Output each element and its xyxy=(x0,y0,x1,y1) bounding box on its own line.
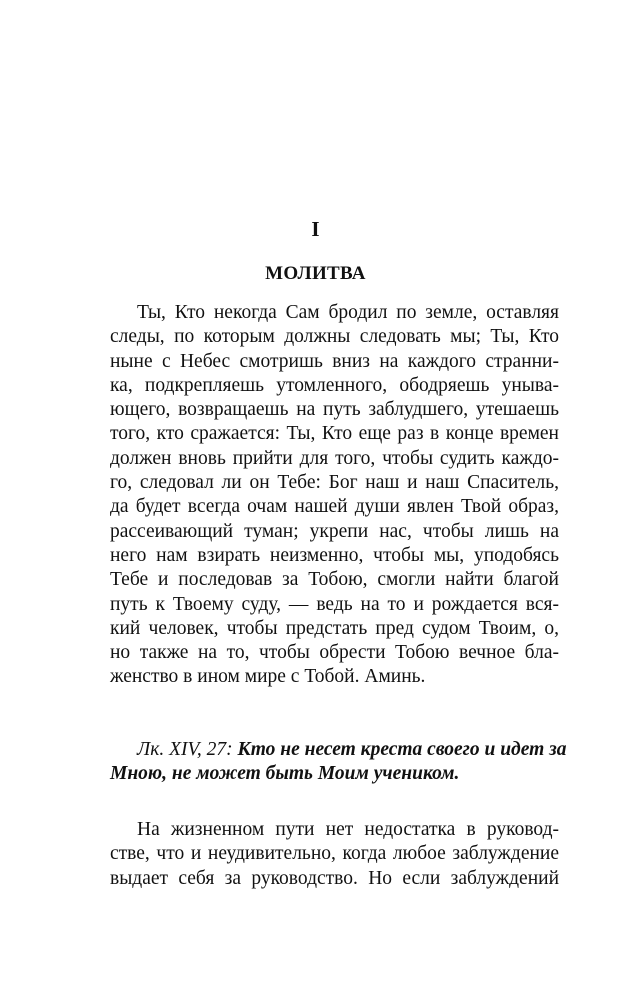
prayer-paragraph xyxy=(110,301,559,690)
epigraph-quote-part-2: Мною, не может быть Моим учеником. xyxy=(110,763,460,785)
epigraph-line-1 xyxy=(110,738,567,762)
prayer-line: Ты, Кто некогда Сам бродил по земле, оставляя xyxy=(137,302,559,323)
prayer-line: путь к Твоему суду, — ведь на то и рождается вся- xyxy=(110,593,559,615)
prayer-line: ющего, возвращаешь на путь заблудшего, утешаешь xyxy=(110,399,559,421)
prayer-line: да будет всегда очам нашей души явлен Твой образ, xyxy=(110,496,559,518)
body-line: На жизненном пути нет недостатка в руковод- xyxy=(137,819,559,840)
chapter-number: I xyxy=(311,217,320,241)
epigraph xyxy=(110,738,567,787)
epigraph-reference: Лк. XIV, 27: xyxy=(137,739,233,760)
prayer-line: него нам взирать неизменно, чтобы мы, уподобясь xyxy=(110,544,559,566)
prayer-line: Тебе и последовав за Тобою, смогли найти благой xyxy=(110,569,559,591)
prayer-line: рассеивающий туман; укрепи нас, чтобы лишь на xyxy=(110,520,559,542)
prayer-line: кий человек, чтобы предстать пред судом Твоим, о, xyxy=(110,617,559,639)
prayer-line: но также на то, чтобы обрести Тобою вечное бла- xyxy=(110,642,559,664)
prayer-line: должен вновь прийти для того, чтобы судить каждо- xyxy=(110,447,559,469)
prayer-line: того, кто сражается: Ты, Кто еще раз в конце времен xyxy=(110,423,559,445)
prayer-line: ныне с Небес смотришь вниз на каждого странни- xyxy=(110,350,559,372)
body-line: выдает себя за руководство. Но если заблуждений xyxy=(110,867,559,889)
body-paragraph xyxy=(110,818,559,891)
prayer-line: ка, подкрепляешь утомленного, ободряешь уныва- xyxy=(110,374,559,396)
prayer-line: следы, по которым должны следовать мы; Ты, Кто xyxy=(110,326,559,348)
prayer-line: женство в ином мире с Тобой. Аминь. xyxy=(110,666,426,688)
prayer-line: го, следовал ли он Тебе: Бог наш и наш Спаситель, xyxy=(110,472,559,494)
chapter-title: МОЛИТВА xyxy=(265,263,366,284)
epigraph-line-2 xyxy=(110,762,559,786)
epigraph-quote-part-1: Кто не несет креста своего и идет за xyxy=(237,739,567,760)
body-line: стве, что и неудивительно, когда любое заблуждение xyxy=(110,843,559,865)
